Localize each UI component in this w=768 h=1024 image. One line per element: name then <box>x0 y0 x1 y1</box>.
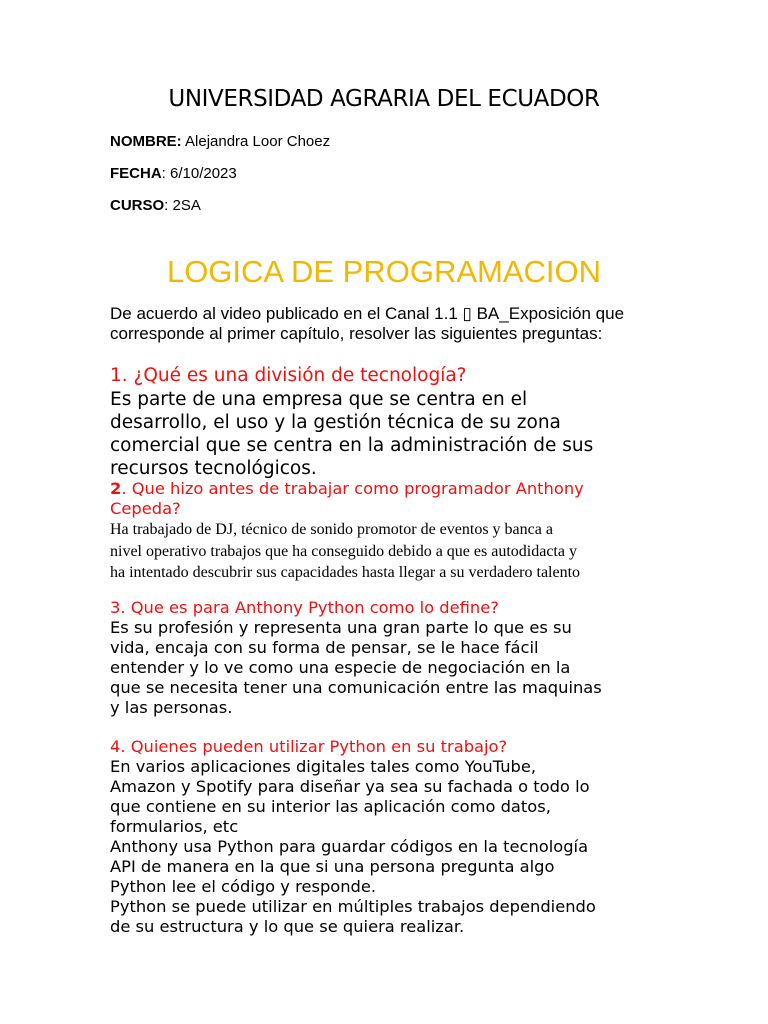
course-label: CURSO <box>110 197 165 214</box>
answer-1 <box>110 388 593 480</box>
answer-line: API de manera en la que si una persona pregunta algo <box>110 857 555 876</box>
question-3 <box>110 598 499 618</box>
answer-line: vida, encaja con su forma de pensar, se le hace fácil <box>110 638 539 657</box>
answer-4 <box>110 757 596 937</box>
answer-line: y las personas. <box>110 698 233 717</box>
answer-line: ha intentado descubrir sus capacidades hasta llegar a su verdadero talento <box>110 564 581 581</box>
answer-line: En varios aplicaciones digitales tales como YouTube, <box>110 757 537 776</box>
answer-line: que se necesita tener una comunicación entre las maquinas <box>110 678 602 697</box>
answer-line: que contiene en su interior las aplicación como datos, <box>110 797 551 816</box>
date-value: : 6/10/2023 <box>161 165 237 182</box>
university-title: UNIVERSIDAD AGRARIA DEL ECUADOR <box>168 86 600 112</box>
name-value: Alejandra Loor Choez <box>181 133 331 150</box>
question-number: 2 <box>110 479 122 498</box>
question-4 <box>110 737 507 757</box>
intro-line: De acuerdo al video publicado en el Canal 1.1 ▯ BA_Exposición que <box>110 304 625 323</box>
intro-paragraph <box>110 304 670 344</box>
question-1 <box>110 365 467 387</box>
name-field <box>110 133 330 150</box>
question-line: 1. ¿Qué es una división de tecnología? <box>110 365 467 386</box>
question-2 <box>110 479 584 519</box>
course-value: : 2SA <box>164 197 201 214</box>
answer-line: Python lee el código y responde. <box>110 877 377 896</box>
question-line: 4. Quienes pueden utilizar Python en su trabajo? <box>110 737 508 756</box>
course-field <box>110 197 201 214</box>
answer-line: comercial que se centra en la administración de sus <box>110 435 594 456</box>
answer-line: entender y lo ve como una especie de negociación en la <box>110 658 571 677</box>
answer-2 <box>110 519 580 584</box>
answer-line: Python se puede utilizar en múltiples trabajos dependiendo <box>110 897 596 916</box>
answer-line: Es parte de una empresa que se centra en el <box>110 389 528 410</box>
name-label: NOMBRE: <box>110 133 182 150</box>
answer-line: Amazon y Spotify para diseñar ya sea su fachada o todo lo <box>110 777 590 796</box>
answer-line: desarrollo, el uso y la gestión técnica de su zona <box>110 412 561 433</box>
answer-3 <box>110 618 602 718</box>
answer-line: recursos tecnológicos. <box>110 458 317 479</box>
answer-line: Ha trabajado de DJ, técnico de sonido promotor de eventos y banca a <box>110 521 553 538</box>
question-line: Cepeda? <box>110 499 181 518</box>
answer-line: Es su profesión y representa una gran parte lo que es su <box>110 618 572 637</box>
question-text: . Que hizo antes de trabajar como programador Anthony <box>121 479 584 498</box>
date-label: FECHA <box>110 165 162 182</box>
question-line: 3. Que es para Anthony Python como lo define? <box>110 598 499 617</box>
course-title: LOGICA DE PROGRAMACION <box>166 254 602 289</box>
intro-line: corresponde al primer capítulo, resolver las siguientes preguntas: <box>110 324 603 343</box>
date-field <box>110 165 237 182</box>
answer-line: nivel operativo trabajos que ha conseguido debido a que es autodidacta y <box>110 542 577 560</box>
question-line <box>110 479 584 499</box>
answer-line: formularios, etc <box>110 817 239 836</box>
answer-line: Anthony usa Python para guardar códigos en la tecnología <box>110 837 589 856</box>
answer-line: de su estructura y lo que se quiera realizar. <box>110 917 465 936</box>
